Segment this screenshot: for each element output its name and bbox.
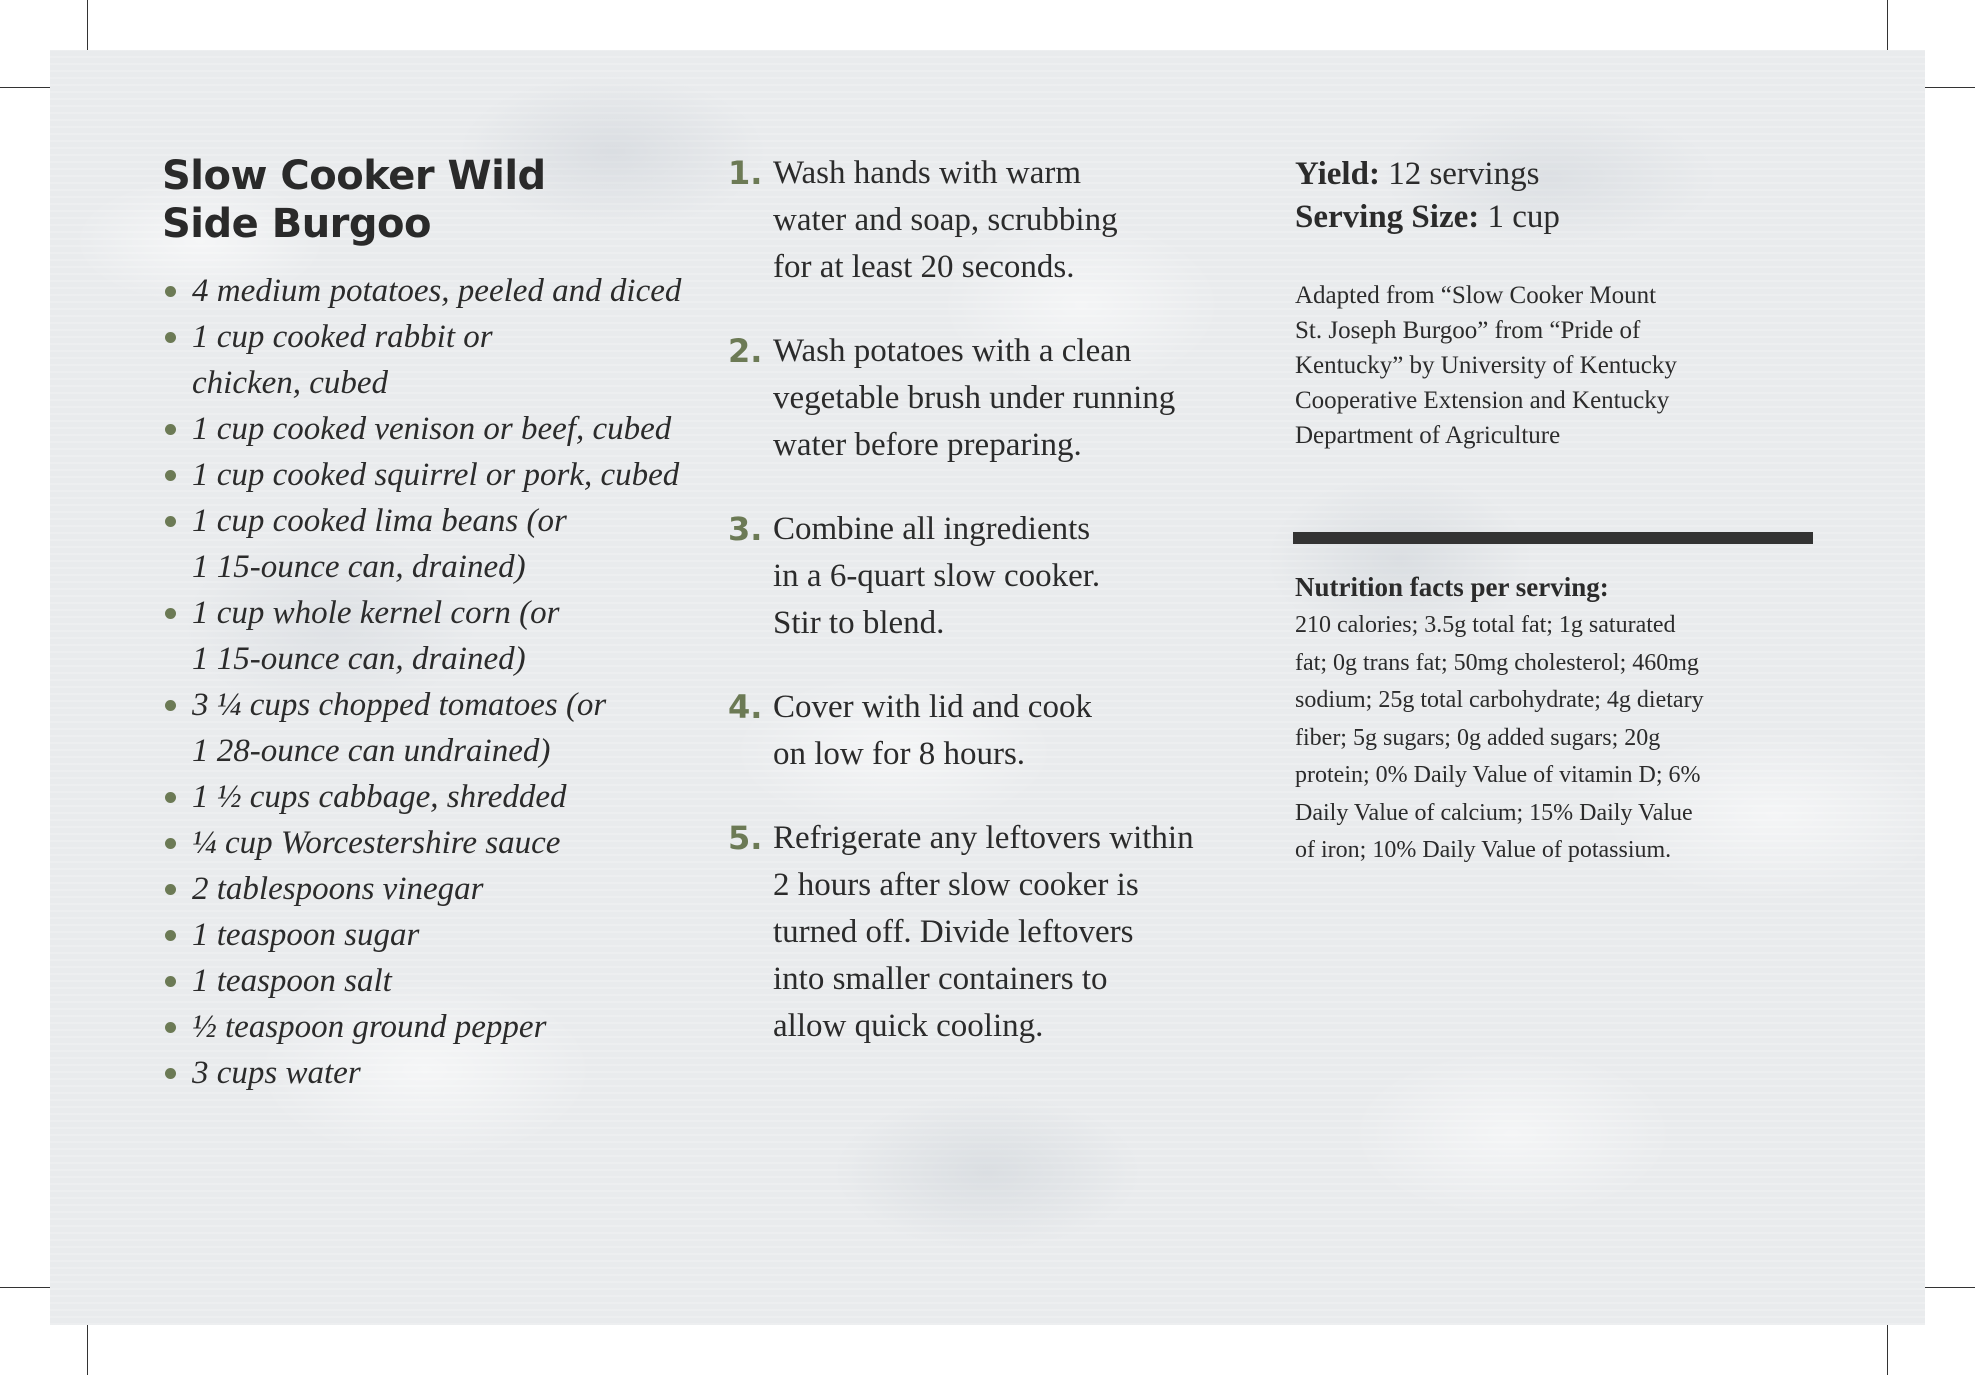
ingredient-item — [162, 820, 702, 866]
bullet-icon — [165, 516, 176, 527]
step-text — [773, 150, 1245, 291]
step-number: 3. — [728, 510, 763, 548]
step-item — [725, 684, 1245, 778]
nutrition-line: protein; 0% Daily Value of vitamin D; 6% — [1295, 762, 1701, 788]
ingredient-item — [162, 452, 702, 498]
step-line: 2 hours after slow cooker is — [773, 867, 1139, 903]
ingredient-item — [162, 958, 702, 1004]
ingredient-text: 1 cup cooked lima beans (or — [192, 503, 567, 539]
adapted-line: Department of Agriculture — [1295, 422, 1561, 449]
ingredient-item — [162, 682, 702, 774]
nutrition-heading: Nutrition facts per serving: — [1295, 572, 1609, 602]
bullet-icon — [165, 1068, 176, 1079]
ingredient-text: 4 medium potatoes, peeled and diced — [192, 273, 682, 309]
bullet-icon — [165, 700, 176, 711]
ingredient-text: 1 teaspoon salt — [192, 963, 392, 999]
bullet-icon — [165, 470, 176, 481]
nutrition-line: fat; 0g trans fat; 50mg cholesterol; 460mg — [1295, 649, 1699, 676]
yield-label: Yield: — [1295, 156, 1380, 192]
step-number: 2. — [728, 332, 763, 370]
ingredient-text: 1 cup cooked venison or beef, cubed — [192, 411, 672, 447]
step-line: Refrigerate any leftovers within — [773, 820, 1194, 856]
bullet-icon — [165, 884, 176, 895]
step-line: vegetable brush under running — [773, 380, 1176, 416]
serving-size-label: Serving Size: — [1295, 199, 1480, 235]
step-line: turned off. Divide leftovers — [773, 914, 1134, 950]
bullet-icon — [165, 608, 176, 619]
ingredient-item — [162, 1004, 702, 1050]
step-item — [725, 328, 1245, 469]
ingredient-text: 1 15-ounce can, drained) — [192, 549, 526, 585]
ingredient-item — [162, 912, 702, 958]
ingredient-item — [162, 866, 702, 912]
bullet-icon — [165, 792, 176, 803]
step-item — [725, 506, 1245, 647]
step-item — [725, 150, 1245, 291]
step-text — [773, 815, 1245, 1050]
ingredient-item — [162, 268, 702, 314]
adapted-from-note — [1295, 278, 1765, 453]
ingredient-text: chicken, cubed — [192, 365, 389, 401]
ingredient-item — [162, 314, 702, 406]
ingredient-text: 1 ½ cups cabbage, shredded — [192, 779, 567, 815]
nutrition-facts — [1295, 607, 1805, 870]
step-line: water before preparing. — [773, 427, 1082, 463]
ingredient-text: 1 cup cooked squirrel or pork, cubed — [192, 457, 680, 493]
ingredient-text: 1 cup whole kernel corn (or — [192, 595, 560, 631]
nutrition-line: Daily Value of calcium; 15% Daily Value — [1295, 799, 1693, 826]
nutrition-line: 210 calories; 3.5g total fat; 1g saturated — [1295, 612, 1676, 638]
step-number: 5. — [728, 819, 763, 857]
step-line: Cover with lid and cook — [773, 689, 1092, 725]
ingredient-text: 1 15-ounce can, drained) — [192, 641, 526, 677]
adapted-line: Kentucky” by University of Kentucky — [1295, 352, 1677, 379]
ingredient-item — [162, 406, 702, 452]
ingredient-text: 3 ¼ cups chopped tomatoes (or — [192, 687, 607, 723]
bullet-icon — [165, 1022, 176, 1033]
step-text — [773, 506, 1245, 647]
step-text — [773, 684, 1245, 778]
ingredient-text: 1 28-ounce can undrained) — [192, 733, 551, 769]
bullet-icon — [165, 424, 176, 435]
ingredient-text: 2 tablespoons vinegar — [192, 871, 484, 907]
adapted-line: Cooperative Extension and Kentucky — [1295, 387, 1670, 414]
step-number: 1. — [728, 154, 763, 192]
step-line: Wash potatoes with a clean — [773, 333, 1132, 369]
title-line: Side Burgoo — [162, 201, 431, 247]
title-line: Slow Cooker Wild — [162, 153, 546, 199]
ingredient-list — [162, 268, 702, 1096]
bullet-icon — [165, 838, 176, 849]
ingredient-text: ¼ cup Worcestershire sauce — [192, 825, 561, 861]
step-line: on low for 8 hours. — [773, 736, 1026, 772]
adapted-line: Adapted from “Slow Cooker Mount — [1295, 282, 1657, 309]
yield-value: 12 servings — [1379, 156, 1540, 192]
step-line: Stir to blend. — [773, 605, 945, 641]
ingredient-text: ½ teaspoon ground pepper — [192, 1009, 547, 1045]
instruction-steps — [725, 150, 1245, 1087]
step-line: Wash hands with warm — [773, 155, 1082, 191]
step-line: water and soap, scrubbing — [773, 202, 1118, 238]
ingredient-item — [162, 1050, 702, 1096]
ingredient-text: 3 cups water — [192, 1055, 361, 1091]
bullet-icon — [165, 976, 176, 987]
adapted-line: St. Joseph Burgoo” from “Pride of — [1295, 317, 1641, 344]
bullet-icon — [165, 332, 176, 343]
step-line: in a 6-quart slow cooker. — [773, 558, 1101, 594]
step-number: 4. — [728, 688, 763, 726]
yield-info — [1295, 153, 1560, 239]
step-line: for at least 20 seconds. — [773, 249, 1075, 285]
ingredient-text: 1 cup cooked rabbit or — [192, 319, 493, 355]
nutrition-line: fiber; 5g sugars; 0g added sugars; 20g — [1295, 724, 1661, 751]
bullet-icon — [165, 286, 176, 297]
bullet-icon — [165, 930, 176, 941]
step-line: Combine all ingredients — [773, 511, 1091, 547]
ingredient-text: 1 teaspoon sugar — [192, 917, 420, 953]
step-line: into smaller containers to — [773, 961, 1108, 997]
step-text — [773, 328, 1245, 469]
step-line: allow quick cooling. — [773, 1008, 1044, 1044]
ingredient-item — [162, 498, 702, 590]
nutrition-line: sodium; 25g total carbohydrate; 4g dietary — [1295, 687, 1704, 713]
section-divider — [1293, 532, 1813, 544]
step-item — [725, 815, 1245, 1050]
ingredient-item — [162, 590, 702, 682]
recipe-title — [162, 152, 546, 248]
serving-size-value: 1 cup — [1479, 199, 1560, 235]
ingredient-item — [162, 774, 702, 820]
nutrition-line: of iron; 10% Daily Value of potassium. — [1295, 837, 1672, 863]
